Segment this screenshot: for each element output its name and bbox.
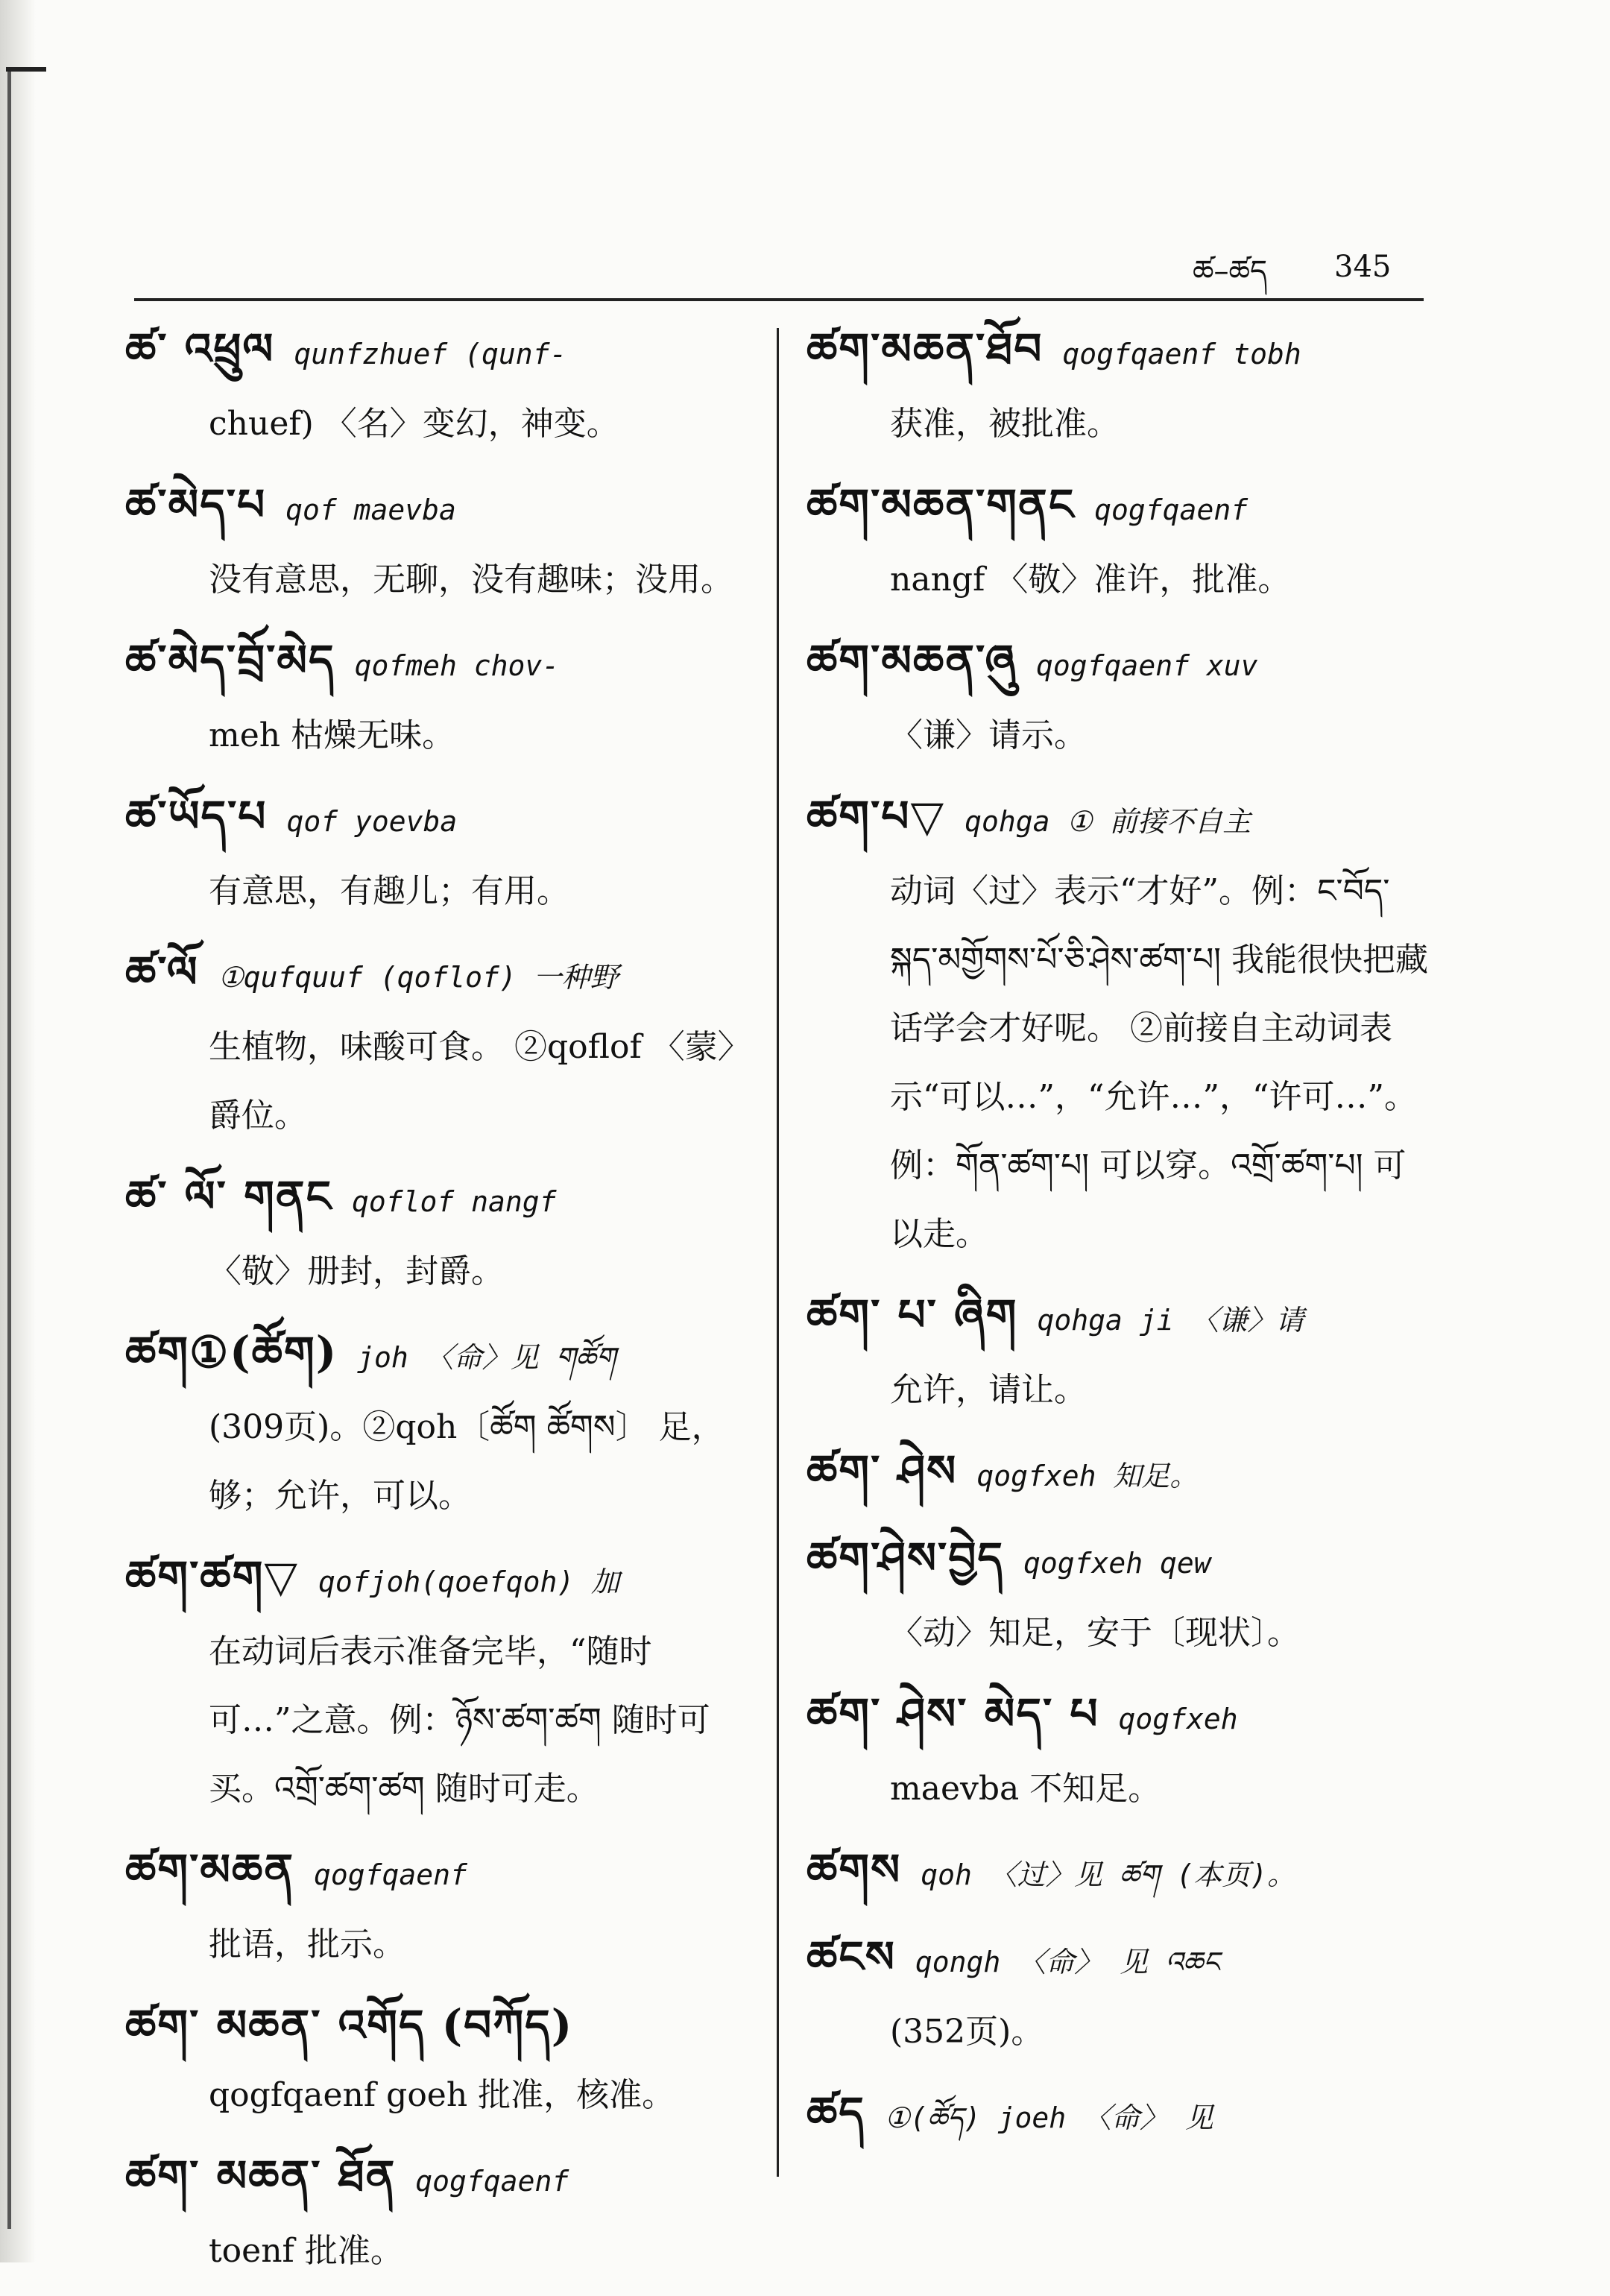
entry-definition: 批语，批示。 xyxy=(209,1926,405,1964)
entry-headword: ཚགས xyxy=(806,1844,902,1895)
entry-definition: meh 枯燥无味。 xyxy=(209,716,455,754)
entry-romanization: qofmeh chov- xyxy=(354,649,560,682)
entry-romanization: qoh 〈过〉见 ཚག (本页)。 xyxy=(921,1858,1296,1891)
entry-headword: ཚག་མཆན་གནང xyxy=(806,479,1076,530)
entry-head xyxy=(806,625,1433,701)
entry-definition: toenf 批准。 xyxy=(209,2232,403,2270)
entry-romanization: qongh 〈命〉 见 འཆང xyxy=(915,1946,1219,1978)
entry-headword: ཚག་ མཆན་ འགོད (བཀོད) xyxy=(125,2000,574,2051)
dictionary-entry xyxy=(125,1834,751,1979)
entry-head xyxy=(806,1678,1433,1755)
entry-definition: 动词〈过〉表示“才好”。例：ང་བོད་སྐད་མགྱོགས་པོ་ཅི་ཤེས་ཚག་པ། 我能很快把藏话学会才好呢。 ②前接自主动词表示“可以…”，“允许…”，“许可…”。例：གོན་ཚག་པ། 可以穿。འགྲོ་ཚག་པ། 可以走。 xyxy=(890,872,1429,1253)
entry-definition: (309页)。②qoh〔ཚོག ཚོགས〕 足，够；允许，可以。 xyxy=(209,1408,724,1515)
entry-romanization: qunfzhuef (qunf- xyxy=(294,338,567,370)
entry-definition: 在动词后表示准备完毕，“随时可…”之意。例：ཉོས་ཚག་ཚག 随时可买。འགྲོ་ཚག་ཚག 随时可走。 xyxy=(209,1633,710,1808)
entry-headword: ཚ་ཡོད་པ xyxy=(125,791,268,842)
entry-head xyxy=(125,1990,751,2061)
dictionary-entry xyxy=(806,1435,1433,1512)
corner-mark xyxy=(6,67,46,72)
entry-romanization: qogfqaenf tobh xyxy=(1062,338,1301,370)
entry-romanization: ①qufquuf (qoflof) 一种野 xyxy=(218,961,619,994)
dictionary-entry xyxy=(806,780,1433,1269)
entry-head xyxy=(806,1522,1433,1599)
entry-headword: ཚག་མཆན་ཐོབ xyxy=(806,324,1044,374)
dictionary-entry xyxy=(125,1316,751,1530)
entry-head xyxy=(806,1921,1433,1998)
entry-headword: ཚག་ ཤེས་ མེད་ པ xyxy=(806,1688,1099,1739)
entry-headword: ཚ་ལོ xyxy=(125,947,199,997)
entry-definition: chuef) 〈名〉变幻，神变。 xyxy=(209,405,619,443)
entry-definition: qogfqaenf goeh 批准，核准。 xyxy=(209,2076,675,2114)
entry-head xyxy=(125,1316,751,1393)
entry-definition: 〈谦〉请示。 xyxy=(890,716,1087,754)
entry-head xyxy=(125,1834,751,1911)
dictionary-entry xyxy=(125,469,751,614)
entry-romanization: qof maevba xyxy=(285,493,456,526)
entry-romanization: qogfxeh xyxy=(1118,1703,1238,1735)
dictionary-entry xyxy=(806,1678,1433,1823)
entry-headword: ཚད xyxy=(806,2087,865,2138)
entry-definition: 〈动〉知足，安于〔现状〕。 xyxy=(890,1614,1300,1652)
entry-romanization: qogfxeh qew xyxy=(1023,1547,1211,1580)
entry-head xyxy=(806,313,1433,390)
entry-romanization: qohga ji 〈谦〉请 xyxy=(1037,1304,1304,1337)
column-divider xyxy=(777,328,779,2177)
entry-head xyxy=(806,1435,1433,1512)
entry-definition: 获准，被批准。 xyxy=(890,405,1120,443)
binding-line xyxy=(7,67,11,2229)
header-rule xyxy=(134,298,1424,301)
entry-definition: (352页)。 xyxy=(890,2013,1044,2051)
dictionary-entry xyxy=(806,1921,1433,2066)
dictionary-entry xyxy=(806,1834,1433,1911)
entry-romanization: qofjoh(qoefqoh) 加 xyxy=(318,1565,620,1598)
entry-romanization: qogfqaenf xyxy=(1094,493,1248,526)
entry-definition: 没有意思，无聊，没有趣味；没用。 xyxy=(209,561,733,599)
entry-romanization: qogfqaenf xuv xyxy=(1036,649,1258,682)
entry-headword: ཚག་ ཤེས xyxy=(806,1445,958,1496)
entry-definition: 生植物，味酸可食。 ②qoflof 〈蒙〉爵位。 xyxy=(209,1028,751,1135)
entry-headword: ཚ་ འཕྲུལ xyxy=(125,324,275,374)
entry-headword: ཚག་མཆན xyxy=(125,1844,295,1895)
dictionary-entry xyxy=(125,313,751,458)
dictionary-entry xyxy=(806,1279,1433,1425)
entry-headword: ཚག་ པ་ ཞིག xyxy=(806,1290,1018,1340)
entry-head xyxy=(125,2140,751,2217)
entry-head xyxy=(806,2077,1433,2154)
dictionary-entry xyxy=(125,2140,751,2286)
left-column xyxy=(125,313,751,2296)
entry-definition: 允许，请让。 xyxy=(890,1371,1087,1409)
entry-romanization: ①(ཚོད) joeh 〈命〉 见 xyxy=(884,2101,1213,2134)
entry-romanization: joh 〈命〉见 གཚོག xyxy=(357,1341,616,1374)
entry-headword: ཚ་མེད་པ xyxy=(125,479,267,530)
entry-romanization: qogfqaenf xyxy=(415,2165,569,2198)
dictionary-entry xyxy=(125,625,751,770)
entry-headword: ཚག་པ▽ xyxy=(806,791,946,842)
entry-romanization: qogfxeh 知足。 xyxy=(976,1460,1199,1492)
entry-headword: ཚག་ མཆན་ ཐོན xyxy=(125,2151,397,2201)
entry-romanization: qohga ① 前接不自主 xyxy=(965,805,1251,838)
running-header: ཚ–ཚད xyxy=(1193,254,1268,288)
entry-headword: ཚ་ ལོ་ གནང xyxy=(125,1171,332,1222)
dictionary-entry xyxy=(806,313,1433,458)
entry-definition: 有意思，有趣儿；有用。 xyxy=(209,872,569,910)
dictionary-entry xyxy=(806,1522,1433,1668)
dictionary-entry xyxy=(125,1541,751,1823)
dictionary-entry xyxy=(806,469,1433,614)
entry-romanization: qof yoevba xyxy=(286,805,458,838)
dictionary-entry xyxy=(125,780,751,926)
entry-head xyxy=(125,1541,751,1618)
entry-definition: 〈敬〉册封，封爵。 xyxy=(209,1252,504,1290)
dictionary-entry xyxy=(806,625,1433,770)
entry-head xyxy=(125,625,751,701)
entry-headword: ཚངས xyxy=(806,1931,896,1982)
entry-headword: ཚག①(ཚོག) xyxy=(125,1327,338,1378)
entry-romanization: qoflof nangf xyxy=(351,1185,557,1218)
entry-head xyxy=(806,469,1433,546)
entry-head xyxy=(125,1161,751,1237)
entry-headword: ཚ་མེད་བྲོ་མེད xyxy=(125,635,335,686)
entry-head xyxy=(806,780,1433,857)
entry-headword: ཚག་ཤེས་བྱེད xyxy=(806,1533,1004,1583)
dictionary-entry xyxy=(125,936,751,1150)
dictionary-entry xyxy=(125,1161,751,1306)
entry-definition: nangf 〈敬〉准许，批准。 xyxy=(890,561,1291,599)
page-number: 345 xyxy=(1334,250,1392,284)
entry-head xyxy=(125,313,751,390)
right-column xyxy=(806,313,1433,2164)
dictionary-entry xyxy=(806,2077,1433,2154)
dictionary-entry xyxy=(125,1990,751,2130)
entry-head xyxy=(806,1279,1433,1356)
entry-head xyxy=(125,780,751,857)
scan-edge xyxy=(0,0,36,2262)
entry-head xyxy=(806,1834,1433,1911)
entry-romanization: qogfqaenf xyxy=(314,1858,467,1891)
entry-definition: maevba 不知足。 xyxy=(890,1770,1161,1808)
entry-headword: ཚག་ཚག▽ xyxy=(125,1551,300,1602)
entry-head xyxy=(125,469,751,546)
entry-head xyxy=(125,936,751,1013)
entry-headword: ཚག་མཆན་ཞུ xyxy=(806,635,1017,686)
